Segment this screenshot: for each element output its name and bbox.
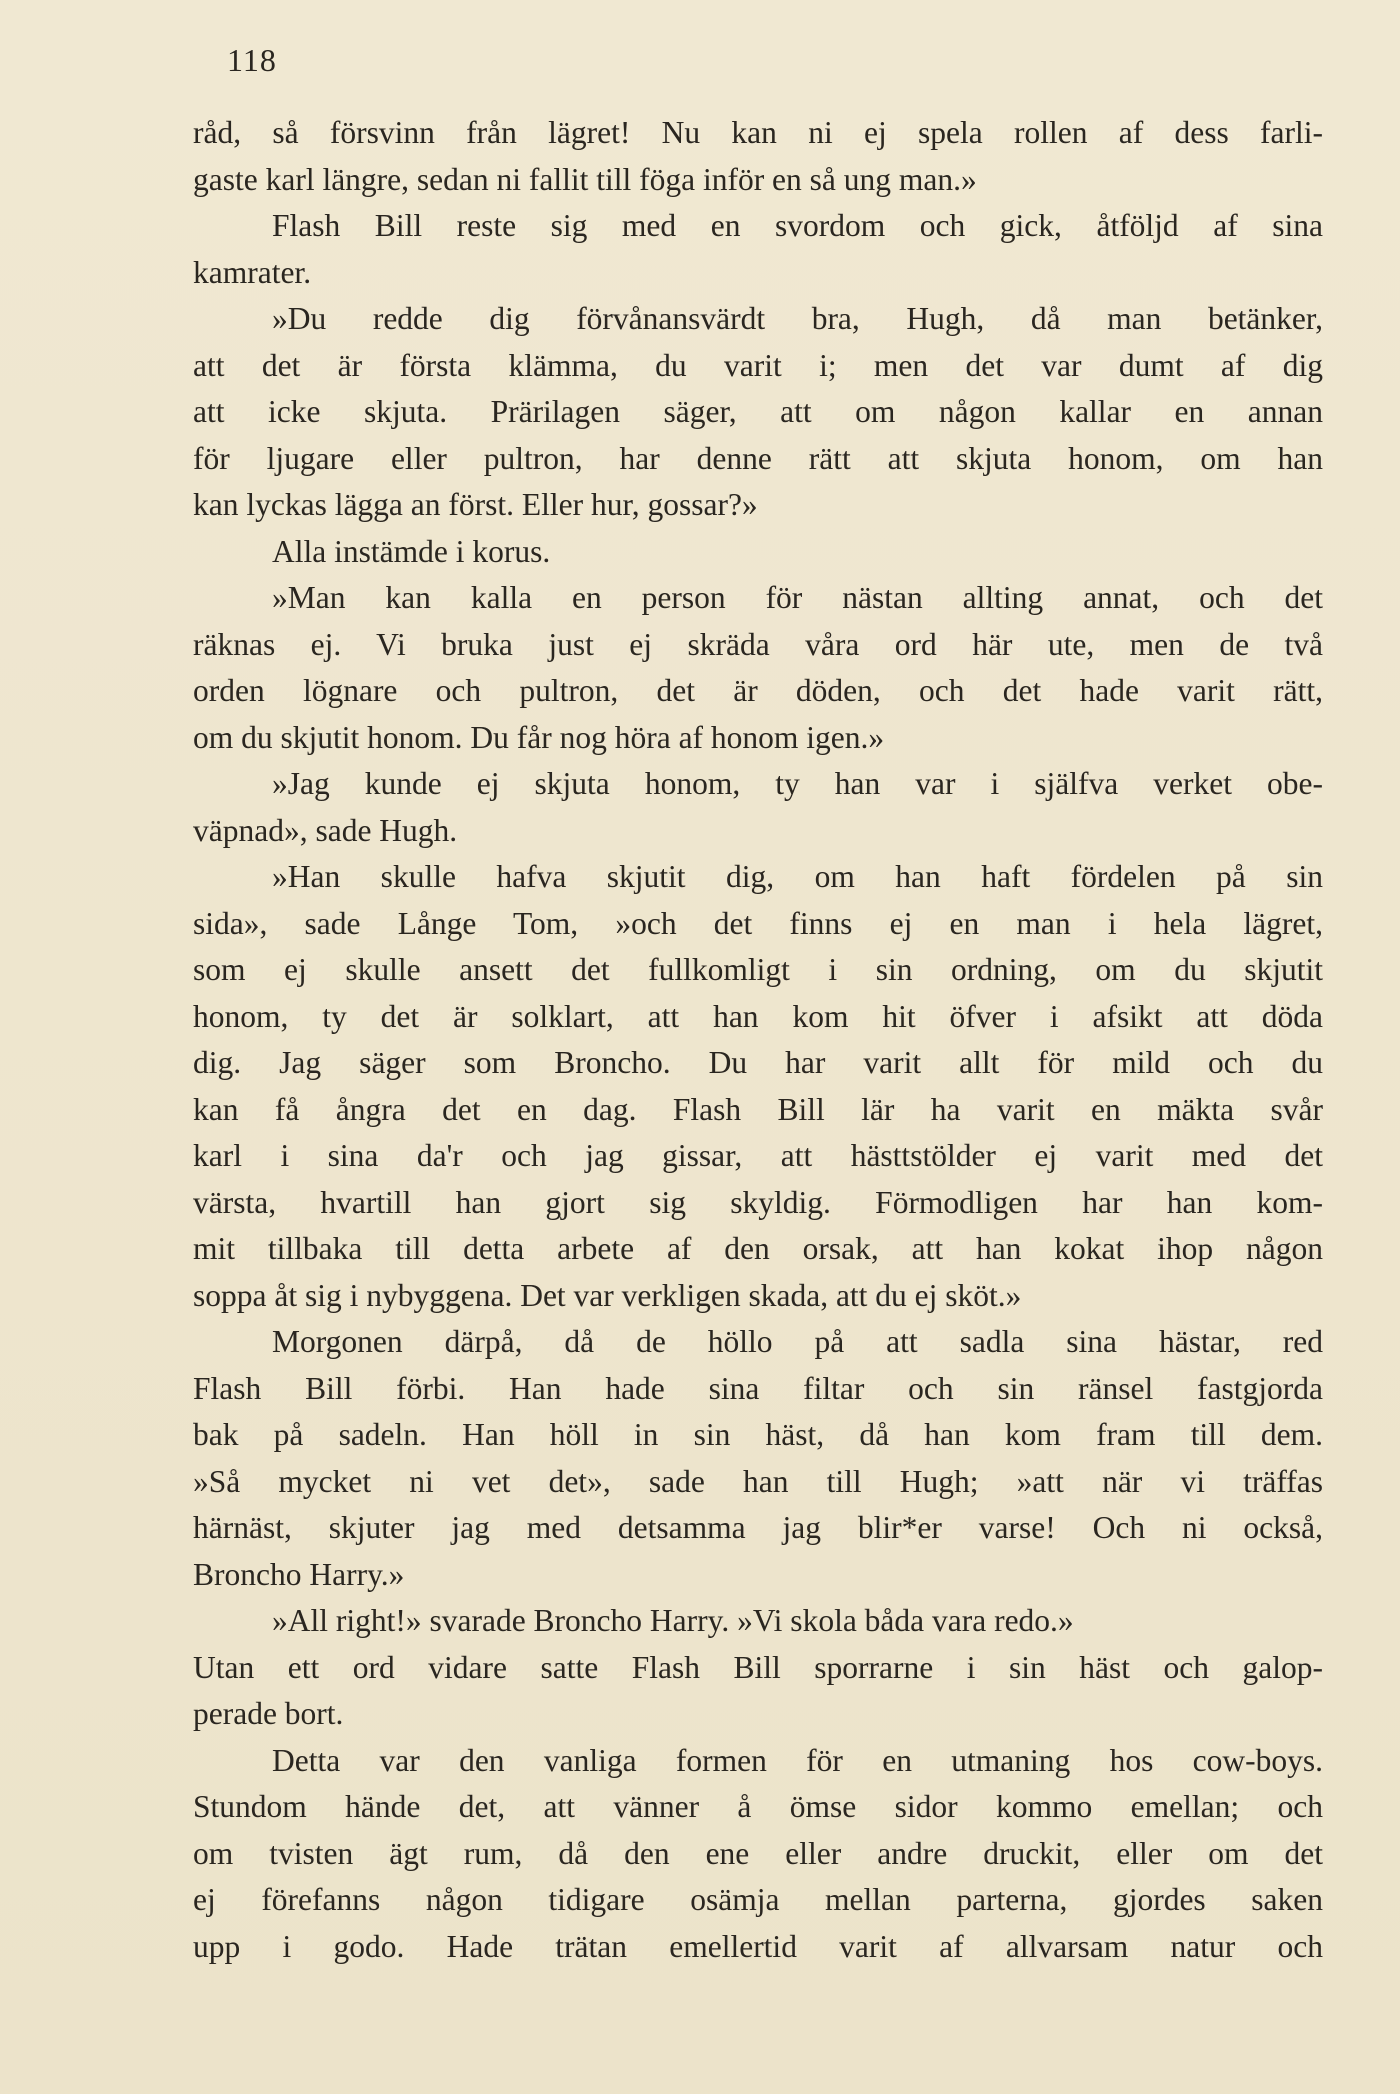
text-line: Flash Bill förbi. Han hade sina filtar och sin ränsel fastgjorda [193, 1370, 1323, 1406]
text-line: orden lögnare och pultron, det är döden, och det hade varit rätt, [193, 673, 1323, 708]
text-line: »Så mycket ni vet det», sade han till Hugh; »att när vi träffas [193, 1463, 1323, 1499]
text-line: råd, så försvinn från lägret! Nu kan ni ej spela rollen af dess farli- [193, 115, 1323, 150]
text-line: om du skjutit honom. Du får nog höra af honom igen.» [193, 719, 885, 755]
text-line: »All right!» svarade Broncho Harry. »Vi skola båda vara redo.» [272, 1603, 1074, 1638]
body-text [193, 110, 1323, 1970]
text-line: att det är första klämma, du varit i; men det var dumt af dig [193, 347, 1323, 383]
text-line: Flash Bill reste sig med en svordom och gick, åtföljd af sina [272, 208, 1323, 243]
text-line: om tvisten ägt rum, då den ene eller andre druckit, eller om det [193, 1835, 1323, 1871]
text-line: som ej skulle ansett det fullkomligt i sin ordning, om du skjutit [193, 952, 1323, 987]
text-line: väpnad», sade Hugh. [193, 812, 458, 848]
text-line: honom, ty det är solklart, att han kom hit öfver i afsikt att döda [193, 998, 1323, 1034]
text-line: för ljugare eller pultron, har denne rätt att skjuta honom, om han [193, 440, 1323, 476]
text-line: Alla instämde i korus. [272, 533, 551, 569]
text-line: bak på sadeln. Han höll in sin häst, då han kom fram till dem. [193, 1417, 1323, 1452]
text-line: »Du redde dig förvånansvärdt bra, Hugh, då man betänker, [272, 301, 1323, 336]
page-number: 118 [227, 42, 277, 78]
text-line: härnäst, skjuter jag med detsamma jag blir*er varse! Och ni också, [193, 1510, 1323, 1545]
text-line: Broncho Harry.» [193, 1556, 405, 1592]
text-line: perade bort. [193, 1696, 344, 1731]
text-line: soppa åt sig i nybyggena. Det var verkligen skada, att du ej sköt.» [193, 1277, 1022, 1313]
text-line: »Han skulle hafva skjutit dig, om han haft fördelen på sin [272, 859, 1323, 894]
text-line: »Jag kunde ej skjuta honom, ty han var i själfva verket obe- [272, 766, 1323, 801]
text-line: att icke skjuta. Prärilagen säger, att om någon kallar en annan [193, 394, 1323, 429]
text-line: dig. Jag säger som Broncho. Du har varit allt för mild och du [193, 1045, 1323, 1080]
text-line: Utan ett ord vidare satte Flash Bill sporrarne i sin häst och galop- [193, 1649, 1323, 1685]
text-line: Detta var den vanliga formen för en utmaning hos cow-boys. [272, 1742, 1323, 1778]
text-line: Stundom hände det, att vänner å ömse sidor kommo emellan; och [193, 1789, 1323, 1824]
text-line: värsta, hvartill han gjort sig skyldig. Förmodligen har han kom- [193, 1184, 1323, 1220]
text-line: ej förefanns någon tidigare osämja mellan parterna, gjordes saken [193, 1882, 1323, 1917]
text-line: gaste karl längre, sedan ni fallit till föga inför en så ung man.» [193, 161, 977, 197]
text-line: kan få ångra det en dag. Flash Bill lär ha varit en mäkta svår [193, 1091, 1323, 1127]
text-line: kan lyckas lägga an först. Eller hur, gossar?» [193, 487, 758, 522]
text-line: upp i godo. Hade trätan emellertid varit af allvarsam natur och [193, 1928, 1323, 1964]
text-line: Morgonen därpå, då de höllo på att sadla sina hästar, red [272, 1324, 1323, 1359]
text-line: räknas ej. Vi bruka just ej skräda våra ord här ute, men de två [193, 626, 1323, 662]
text-line: mit tillbaka till detta arbete af den orsak, att han kokat ihop någon [193, 1231, 1323, 1266]
text-line: sida», sade Långe Tom, »och det finns ej en man i hela lägret, [193, 905, 1323, 941]
text-line: karl i sina da'r och jag gissar, att hästtstölder ej varit med det [193, 1138, 1323, 1173]
text-line: »Man kan kalla en person för nästan allting annat, och det [272, 580, 1323, 615]
text-line: kamrater. [193, 254, 312, 290]
